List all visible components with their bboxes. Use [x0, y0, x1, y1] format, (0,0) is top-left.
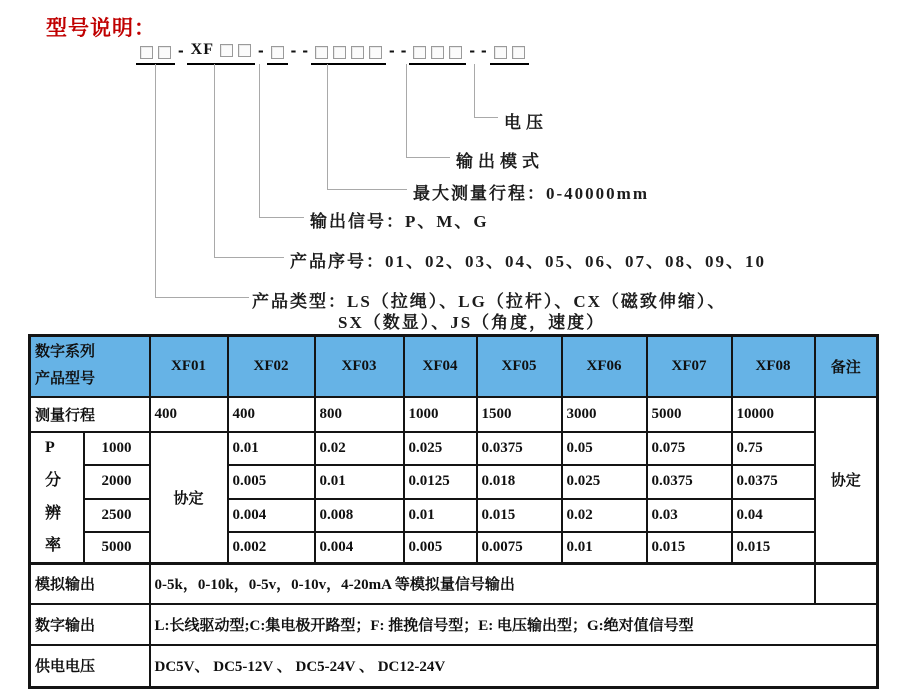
table-header-row [30, 336, 878, 397]
blank-box-icon [158, 46, 171, 59]
resolution-value: 0.004 [228, 499, 315, 532]
resolution-group-label [30, 432, 84, 564]
resolution-value: 0.0375 [477, 432, 562, 465]
supply-voltage-value: DC5V、 DC5-12V 、 DC5-24V 、 DC12-24V [150, 645, 878, 688]
model-number-line [136, 40, 529, 65]
resolution-value: 0.0375 [647, 465, 732, 499]
resolution-value: 0.015 [732, 532, 815, 564]
callout-output-signal: 输出信号：P、M、G [310, 212, 489, 231]
header-series-cell [30, 336, 150, 397]
resolution-value: 0.025 [562, 465, 647, 499]
connector-line [327, 189, 407, 190]
measure-value: 1500 [477, 397, 562, 432]
connector-line [327, 64, 328, 190]
resolution-value: 0.02 [562, 499, 647, 532]
measure-value: 800 [315, 397, 404, 432]
resolution-value: 0.004 [315, 532, 404, 564]
analog-output-row [30, 564, 878, 604]
model-prefix: XF [190, 41, 214, 58]
model-group-serial [187, 40, 255, 65]
connector-line [155, 64, 156, 298]
measure-value: 10000 [732, 397, 815, 432]
connector-line [214, 64, 215, 258]
dash-separator: - [400, 41, 407, 60]
resolution-value: 0.01 [315, 465, 404, 499]
header-xf04: XF04 [404, 336, 477, 397]
resolution-value: 0.0075 [477, 532, 562, 564]
dash-separator: - [302, 41, 309, 60]
resolution-char: 辨 [45, 504, 62, 522]
blank-box-icon [431, 46, 444, 59]
blank-box-icon [512, 46, 525, 59]
resolution-value: 0.02 [315, 432, 404, 465]
measure-value: 5000 [647, 397, 732, 432]
resolution-value: 0.015 [647, 532, 732, 564]
blank-box-icon [413, 46, 426, 59]
resolution-value: 0.01 [228, 432, 315, 465]
model-group-type [136, 45, 175, 65]
connector-line [259, 64, 260, 218]
resolution-value: 0.005 [228, 465, 315, 499]
resolution-value: 0.002 [228, 532, 315, 564]
model-group-output-mode [409, 45, 466, 65]
connector-line [406, 64, 407, 158]
blank-box-icon [449, 46, 462, 59]
resolution-value: 0.0125 [404, 465, 477, 499]
resolution-step: 2500 [84, 499, 150, 532]
blank-box-icon [238, 44, 251, 57]
connector-line [214, 257, 284, 258]
connector-line [474, 64, 475, 118]
blank-box-icon [315, 46, 328, 59]
dash-separator: - [290, 41, 297, 60]
header-xf01: XF01 [150, 336, 228, 397]
page-title: 型号说明： [46, 17, 156, 40]
header-remark: 备注 [815, 336, 878, 397]
header-xf02: XF02 [228, 336, 315, 397]
resolution-value: 0.005 [404, 532, 477, 564]
callout-voltage: 电压 [504, 113, 548, 132]
blank-box-icon [271, 46, 284, 59]
resolution-value: 0.018 [477, 465, 562, 499]
dash-separator: - [178, 41, 184, 60]
resolution-value: 0.03 [647, 499, 732, 532]
measure-label: 测量行程 [30, 397, 150, 432]
header-xf05: XF05 [477, 336, 562, 397]
measure-value: 3000 [562, 397, 647, 432]
callout-product-type-line2: SX（数显）、JS（角度，速度） [338, 313, 606, 332]
resolution-step: 5000 [84, 532, 150, 564]
model-group-voltage [490, 45, 529, 65]
callout-product-type-line1: 产品类型：LS（拉绳）、LG（拉杆）、CX（磁致伸缩）、 [252, 292, 727, 311]
measure-value: 400 [150, 397, 228, 432]
resolution-value: 0.75 [732, 432, 815, 465]
analog-output-label: 模拟输出 [30, 564, 150, 604]
blank-box-icon [369, 46, 382, 59]
blank-box-icon [351, 46, 364, 59]
callout-max-stroke: 最大测量行程：0-40000mm [413, 184, 649, 203]
resolution-value: 0.01 [562, 532, 647, 564]
measure-value: 1000 [404, 397, 477, 432]
resolution-value: 0.04 [732, 499, 815, 532]
resolution-char: 分 [45, 471, 62, 489]
dash-separator: - [469, 41, 476, 60]
model-group-stroke [311, 45, 386, 65]
supply-voltage-label: 供电电压 [30, 645, 150, 688]
analog-output-value: 0-5k，0-10k，0-5v，0-10v，4-20mA 等模拟量信号输出 [150, 564, 815, 604]
callout-product-serial: 产品序号：01、02、03、04、05、06、07、08、09、10 [290, 252, 766, 271]
blank-box-icon [220, 44, 233, 57]
digital-output-label: 数字输出 [30, 604, 150, 645]
header-xf06: XF06 [562, 336, 647, 397]
connector-line [406, 157, 450, 158]
resolution-value: 0.075 [647, 432, 732, 465]
header-xf03: XF03 [315, 336, 404, 397]
callout-output-mode: 输出模式 [456, 152, 544, 171]
measure-row [30, 397, 878, 432]
resolution-step: 1000 [84, 432, 150, 465]
header-series-line1: 数字系列 [35, 344, 96, 361]
model-group-signal [267, 45, 288, 65]
resolution-row [30, 432, 878, 465]
dash-separator: - [481, 41, 487, 60]
analog-remark-empty-cell [815, 564, 878, 604]
dash-separator: - [389, 41, 395, 60]
header-xf07: XF07 [647, 336, 732, 397]
resolution-value: 0.025 [404, 432, 477, 465]
blank-box-icon [333, 46, 346, 59]
dash-separator: - [258, 41, 264, 60]
resolution-value: 0.015 [477, 499, 562, 532]
header-series-line2: 产品型号 [35, 371, 96, 388]
remark-agreement-cell: 协定 [815, 397, 878, 564]
connector-line [259, 217, 304, 218]
resolution-value: 0.01 [404, 499, 477, 532]
digital-output-row [30, 604, 878, 645]
supply-voltage-row [30, 645, 878, 688]
digital-output-value: L:长线驱动型;C:集电极开路型；F: 推挽信号型；E: 电压输出型；G:绝对值信号型 [150, 604, 878, 645]
resolution-char: P [45, 439, 55, 457]
spec-table [28, 334, 879, 689]
resolution-value: 0.008 [315, 499, 404, 532]
xf01-agreement-cell: 协定 [150, 432, 228, 564]
header-xf08: XF08 [732, 336, 815, 397]
resolution-char: 率 [45, 537, 62, 555]
connector-line [474, 117, 498, 118]
resolution-value: 0.0375 [732, 465, 815, 499]
blank-box-icon [494, 46, 507, 59]
measure-value: 400 [228, 397, 315, 432]
resolution-step: 2000 [84, 465, 150, 499]
blank-box-icon [140, 46, 153, 59]
connector-line [155, 297, 249, 298]
resolution-value: 0.05 [562, 432, 647, 465]
